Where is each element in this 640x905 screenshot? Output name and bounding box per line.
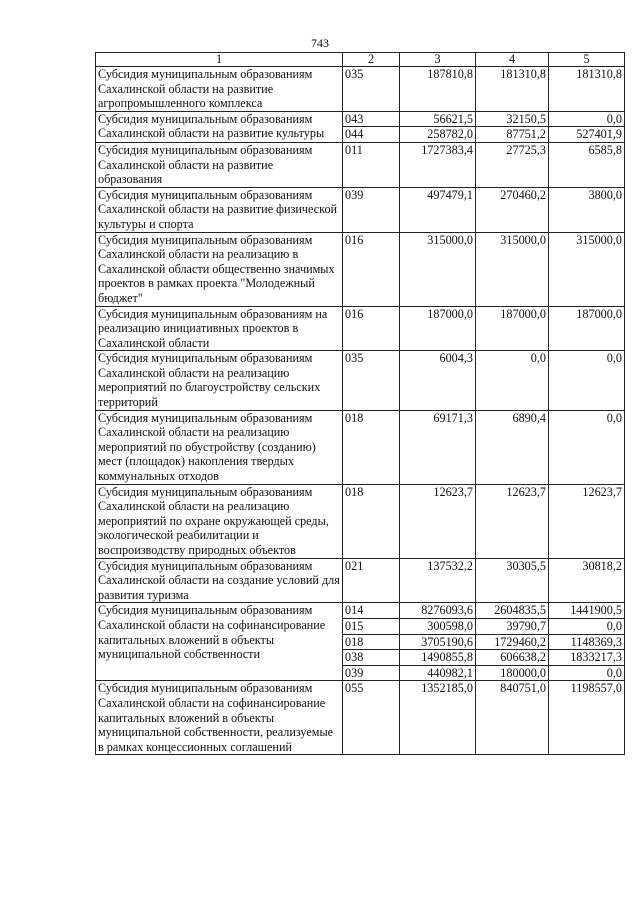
amount-cell: 606638,2 (476, 650, 549, 666)
amount-cell: 1490855,8 (400, 650, 476, 666)
amount-cell: 1729460,2 (476, 634, 549, 650)
amount-cell: 315000,0 (400, 232, 476, 306)
amount-cell: 0,0 (476, 351, 549, 410)
amount-cell: 0,0 (549, 111, 625, 127)
amount-cell: 137532,2 (400, 558, 476, 603)
code-cell: 035 (343, 351, 400, 410)
amount-cell: 2604835,5 (476, 603, 549, 619)
amount-cell: 0,0 (549, 618, 625, 634)
amount-cell: 1198557,0 (549, 681, 625, 755)
amount-cell: 315000,0 (549, 232, 625, 306)
amount-cell: 187000,0 (549, 306, 625, 351)
amount-cell: 187810,8 (400, 67, 476, 112)
amount-cell: 300598,0 (400, 618, 476, 634)
code-cell: 015 (343, 618, 400, 634)
amount-cell: 56621,5 (400, 111, 476, 127)
code-cell: 038 (343, 650, 400, 666)
header-row (96, 53, 625, 67)
amount-cell: 3705190,6 (400, 634, 476, 650)
code-cell: 044 (343, 127, 400, 143)
amount-cell: 1833217,3 (549, 650, 625, 666)
code-cell: 021 (343, 558, 400, 603)
subsidy-name-cell: Субсидия муниципальным образованиям Сахалинской области на развитие культуры (96, 111, 343, 142)
table-row (96, 232, 625, 306)
amount-cell: 6585,8 (549, 142, 625, 187)
amount-cell: 1441900,5 (549, 603, 625, 619)
amount-cell: 315000,0 (476, 232, 549, 306)
amount-cell: 1148369,3 (549, 634, 625, 650)
table-row (96, 306, 625, 351)
amount-cell: 497479,1 (400, 187, 476, 232)
amount-cell: 187000,0 (476, 306, 549, 351)
subsidy-name-cell: Субсидия муниципальным образованиям Сахалинской области на развитие физической культуры и спорта (96, 187, 343, 232)
amount-cell: 181310,8 (549, 67, 625, 112)
amount-cell: 180000,0 (476, 665, 549, 681)
header-cell: 5 (549, 53, 625, 67)
amount-cell: 1352185,0 (400, 681, 476, 755)
amount-cell: 440982,1 (400, 665, 476, 681)
amount-cell: 187000,0 (400, 306, 476, 351)
code-cell: 039 (343, 665, 400, 681)
amount-cell: 12623,7 (549, 484, 625, 558)
amount-cell: 1727383,4 (400, 142, 476, 187)
amount-cell: 6004,3 (400, 351, 476, 410)
subsidy-name-cell: Субсидия муниципальным образованиям Сахалинской области на создание условий для развития туризма (96, 558, 343, 603)
amount-cell: 12623,7 (400, 484, 476, 558)
code-cell: 043 (343, 111, 400, 127)
amount-cell: 87751,2 (476, 127, 549, 143)
table-row (96, 351, 625, 410)
table-row (96, 484, 625, 558)
header-cell: 3 (400, 53, 476, 67)
header-cell: 2 (343, 53, 400, 67)
subsidy-name-cell: Субсидия муниципальным образованиям Сахалинской области на софинансирование капитальных вложений в объекты муниципальной собственности (96, 603, 343, 681)
subsidy-name-cell: Субсидия муниципальным образованиям Сахалинской области на реализацию в Сахалинской области общественно значимых проектов в рамках проекта "Молодежный бюджет" (96, 232, 343, 306)
code-cell: 018 (343, 484, 400, 558)
code-cell: 011 (343, 142, 400, 187)
amount-cell: 840751,0 (476, 681, 549, 755)
subsidy-name-cell: Субсидия муниципальным образованиям Сахалинской области на софинансирование капитальных вложений в объекты муниципальной собственности, реализуемые в рамках концессионных соглашений (96, 681, 343, 755)
code-cell: 035 (343, 67, 400, 112)
code-cell: 016 (343, 306, 400, 351)
code-cell: 039 (343, 187, 400, 232)
amount-cell: 39790,7 (476, 618, 549, 634)
code-cell: 014 (343, 603, 400, 619)
amount-cell: 8276093,6 (400, 603, 476, 619)
code-cell: 018 (343, 410, 400, 484)
table-row (96, 681, 625, 755)
amount-cell: 6890,4 (476, 410, 549, 484)
amount-cell: 69171,3 (400, 410, 476, 484)
code-cell: 016 (343, 232, 400, 306)
amount-cell: 527401,9 (549, 127, 625, 143)
table-row (96, 603, 625, 619)
amount-cell: 27725,3 (476, 142, 549, 187)
table-row (96, 67, 625, 112)
table-row (96, 142, 625, 187)
amount-cell: 30818,2 (549, 558, 625, 603)
header-cell: 1 (96, 53, 343, 67)
amount-cell: 30305,5 (476, 558, 549, 603)
amount-cell: 32150,5 (476, 111, 549, 127)
subsidy-name-cell: Субсидия муниципальным образованиям на реализацию инициативных проектов в Сахалинской области (96, 306, 343, 351)
code-cell: 018 (343, 634, 400, 650)
budget-table-body (96, 53, 625, 755)
table-row (96, 187, 625, 232)
amount-cell: 3800,0 (549, 187, 625, 232)
subsidy-name-cell: Субсидия муниципальным образованиям Сахалинской области на реализацию мероприятий по обустройству (созданию) мест (площадок) накопления твердых коммунальных отходов (96, 410, 343, 484)
amount-cell: 181310,8 (476, 67, 549, 112)
amount-cell: 270460,2 (476, 187, 549, 232)
subsidy-name-cell: Субсидия муниципальным образованиям Сахалинской области на развитие агропромышленного комплекса (96, 67, 343, 112)
table-row (96, 111, 625, 127)
subsidy-name-cell: Субсидия муниципальным образованиям Сахалинской области на реализацию мероприятий по охране окружающей среды, экологической реабилитации и воспроизводству природных объектов (96, 484, 343, 558)
table-row (96, 558, 625, 603)
page-number: 743 (311, 36, 329, 50)
amount-cell: 0,0 (549, 410, 625, 484)
subsidy-name-cell: Субсидия муниципальным образованиям Сахалинской области на реализацию мероприятий по благоустройству сельских территорий (96, 351, 343, 410)
subsidy-name-cell: Субсидия муниципальным образованиям Сахалинской области на развитие образования (96, 142, 343, 187)
amount-cell: 0,0 (549, 665, 625, 681)
table-row (96, 410, 625, 484)
header-cell: 4 (476, 53, 549, 67)
amount-cell: 12623,7 (476, 484, 549, 558)
amount-cell: 258782,0 (400, 127, 476, 143)
code-cell: 055 (343, 681, 400, 755)
budget-table (95, 52, 625, 755)
amount-cell: 0,0 (549, 351, 625, 410)
